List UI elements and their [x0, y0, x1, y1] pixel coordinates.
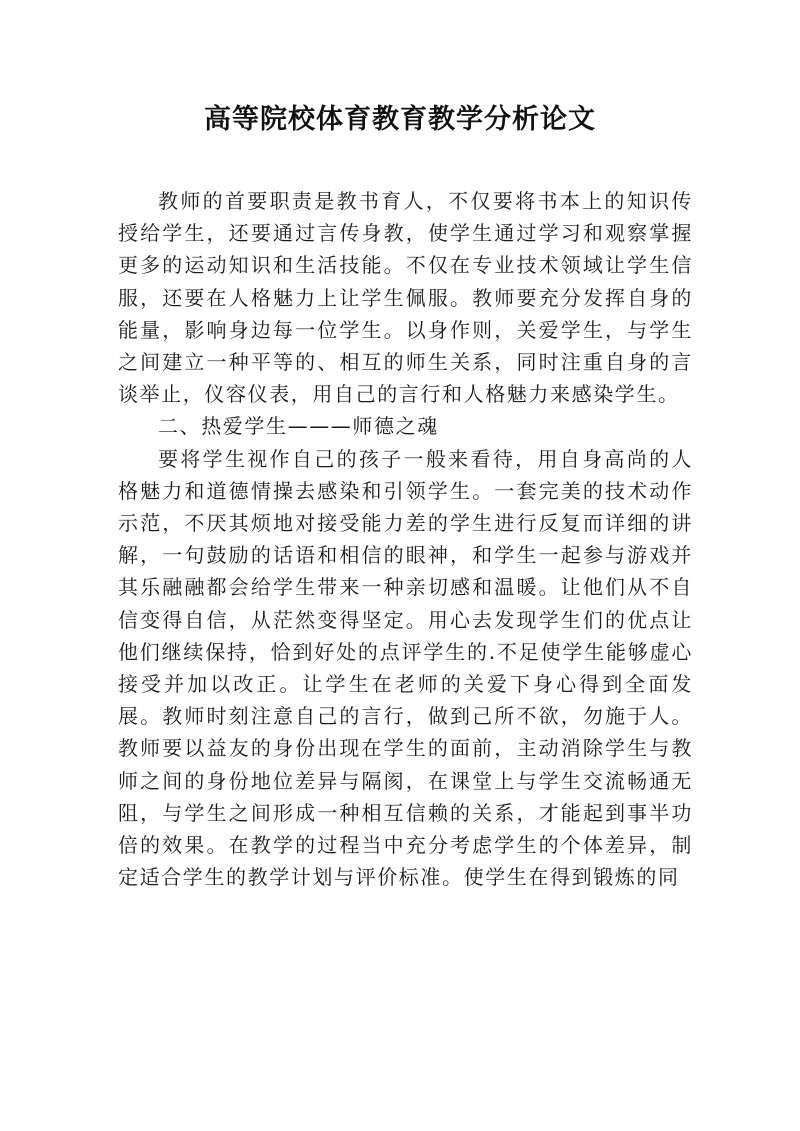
section-heading: 二、热爱学生———师德之魂 [158, 414, 439, 439]
paragraph-1: 教师的首要职责是教书育人，不仅要将书本上的知识传授给学生，还要通过言传身教，使学生通过学习和观察掌握更多的运动知识和生活技能。不仅在专业技术领域让学生信服，还要在人格魅力上让学生佩服。教师要充分发挥自身的能量，影响身边每一位学生。以身作则，关爱学生，与学生之间建立一种平等的、相互的师生关系，同时注重自身的言谈举止，仪容仪表，用自己的言行和人格魅力来感染学生。 [118, 189, 693, 407]
document-body [118, 185, 693, 893]
paragraph-2: 要将学生视作自己的孩子一般来看待，用自身高尚的人格魅力和道德情操去感染和引领学生。一套完美的技术动作示范，不厌其烦地对接受能力差的学生进行反复而详细的讲解，一句鼓励的话语和相信的眼神，和学生一起参与游戏并其乐融融都会给学生带来一种亲切感和温暖。让他们从不自信变得自信，从茫然变得坚定。用心去发现学生们的优点让他们继续保持，恰到好处的点评学生的.不足使学生能够虚心接受并加以改正。让学生在老师的关爱下身心得到全面发展。教师时刻注意自己的言行，做到己所不欲，勿施于人。教师要以益友的身份出现在学生的面前，主动消除学生与教师之间的身份地位差异与隔阂，在课堂上与学生交流畅通无阻，与学生之间形成一种相互信赖的关系，才能起到事半功倍的效果。在教学的过程当中充分考虑学生的个体差异，制定适合学生的教学计划与评价标准。使学生在得到锻炼的同 [118, 446, 693, 890]
document-title: 高等院校体育教育教学分析论文 [204, 104, 596, 135]
